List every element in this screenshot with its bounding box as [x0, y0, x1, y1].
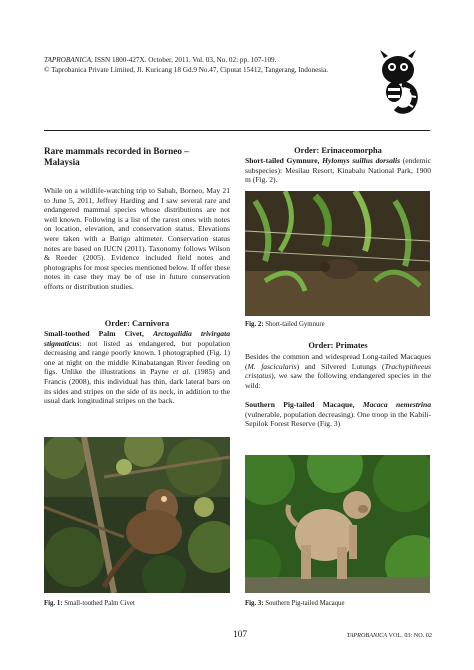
- heading-primates: Order: Primates: [308, 341, 368, 350]
- heading-carnivora: Order: Carnivora: [104, 319, 170, 328]
- journal-logo: [374, 50, 422, 114]
- macaque-common-name: Southern Pig-tailed Macaque,: [245, 400, 363, 409]
- copyright-line: © Taprobanica Private Limited, Jl. Kuricang 18 Gd.9 No.47, Ciputat 15412, Tangerang, Indonesia.: [44, 65, 329, 74]
- figure-2-image: [245, 191, 430, 316]
- figure-1-image: [44, 437, 230, 593]
- gymnure-scientific-name: Hylomys suillus dorsalis: [322, 156, 401, 165]
- erinaceomorpha-paragraph: Short-tailed Gymnure, Hylomys suillus dorsalis (endemic subspecies): Mesilau Resort, Kinabalu National Park, 1900 m (Fig. 2).: [245, 156, 431, 185]
- citation-line: [44, 56, 374, 66]
- heading-erinaceomorpha: Order: Erinaceomorpha: [294, 146, 382, 155]
- civet-scientific-name: Arctogalidia trivirgata stigmaticus: [44, 329, 230, 348]
- primates-intro-paragraph: Besides the common and widespread Long-tailed Macaques (M. fascicularis) and Silvered Lutungs (Trachypitheeus cristatus), we saw the following endangered species in the wild:: [245, 352, 431, 390]
- figure-3-caption: Fig. 3: Southern Pig-tailed Macaque: [245, 600, 345, 607]
- figure-1-caption: Fig. 1: Small-toothed Palm Civet: [44, 600, 135, 607]
- macaque-scientific-name: Macaca nemestrina: [362, 400, 431, 409]
- macaque-paragraph: Southern Pig-tailed Macaque, Macaca nemestrina (vulnerable, population decreasing). One troop in the Kabili-Sepilok Forest Reserve (Fig. 3): [245, 400, 431, 429]
- journal-header: [44, 56, 374, 75]
- running-footer: TAPROBANICA VOL. 03: NO. 02: [346, 632, 432, 639]
- journal-name: TAPROBANICA: [44, 56, 91, 64]
- gymnure-common-name: Short-tailed Gymnure,: [245, 156, 323, 165]
- figure-2-caption: Fig. 2: Short-tailed Gymnure: [245, 321, 325, 328]
- carnivora-paragraph: Small-toothed Palm Civet, Arctogalidia trivirgata stigmaticus: not listed as endangered, but population decreasing and range poorly known. I photographed (Fig. 1) one at night on the middle Kinabatangan River feeding on figs. Unlike the illustrations in Payne et al. (1985) and Francis (2008), this individual has thin, dark lateral bars on its sides and stripes on the side of its neck, in addition to the usual dark longitudinal stripes on the back.: [44, 329, 231, 406]
- figure-3-image: [245, 455, 430, 593]
- article-title: Rare mammals recorded in Borneo – Malaysia: [44, 146, 189, 167]
- page-number: 107: [232, 630, 248, 640]
- civet-common-name: Small-toothed Palm Civet,: [44, 329, 153, 338]
- intro-paragraph: While on a wildlife-watching trip to Sabah, Borneo, May 21 to June 5, 2011, Jeffrey Harding and I saw several rare and endangered mammal species whose distributions are not well known. Following is a list of the rarest ones with notes on location, elevation, and conservation status. Elevations were taken with a Barigo altimeter. Conservation status notes are based on IUCN (2011). Taxonomy follows Wilson & Reeder (2005). Evidence included field notes and photographs for most species mentioned below. If offer these notes in case they may be of use in future conservation efforts or distribution studies.: [44, 186, 230, 291]
- citation-details: , ISSN 1800-427X. October, 2011. Vol. 03, No. 02: pp. 107-109.: [90, 56, 277, 64]
- header-rule: [44, 130, 430, 131]
